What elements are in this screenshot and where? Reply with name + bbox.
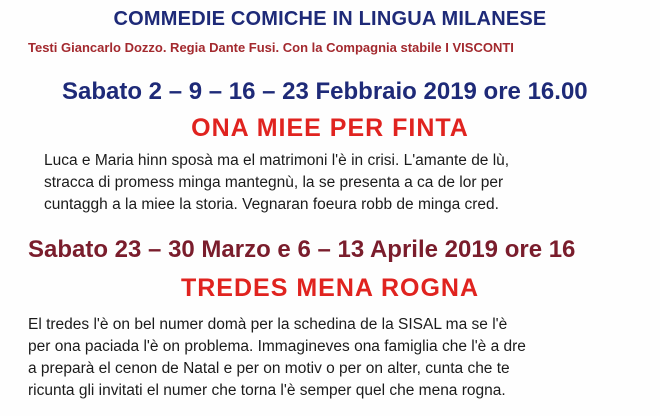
credits-line: Testi Giancarlo Dozzo. Regia Dante Fusi. Con la Compagnia stabile I VISCONTI — [28, 40, 514, 55]
synopsis-line: per ona paciada l'è on problema. Immagineves ona famiglia che l'è a dre — [28, 338, 526, 355]
synopsis-line: Luca e Maria hinn sposà ma el matrimoni l'è in crisi. L'amante de lù, — [44, 152, 510, 169]
show-2-title: TREDES MENA ROGNA — [180, 274, 480, 302]
show-2-dates: Sabato 23 – 30 Marzo e 6 – 13 Aprile 2019 ore 16 — [28, 236, 576, 263]
show-1-synopsis — [44, 150, 640, 216]
show-1-dates: Sabato 2 – 9 – 16 – 23 Febbraio 2019 ore 16.00 — [62, 78, 588, 105]
synopsis-line: a preparà el cenon de Natal e per on motiv o per on alter, cunta che te — [28, 360, 510, 377]
synopsis-line: El tredes l'è on bel numer domà per la schedina de la SISAL ma se l'è — [28, 316, 508, 333]
show-1-title: ONA MIEE PER FINTA — [191, 114, 469, 142]
synopsis-line: ricunta gli invitati el numer che torna l'è semper quel che mena rogna. — [28, 382, 506, 399]
show-2-synopsis — [28, 314, 640, 402]
flyer-heading: COMMEDIE COMICHE IN LINGUA MILANESE — [113, 8, 547, 30]
synopsis-line: cuntaggh a la miee la storia. Vegnaran foeura robb de minga cred. — [44, 196, 499, 213]
synopsis-line: stracca di promess minga mantegnù, la se presenta a ca de lor per — [44, 174, 504, 191]
